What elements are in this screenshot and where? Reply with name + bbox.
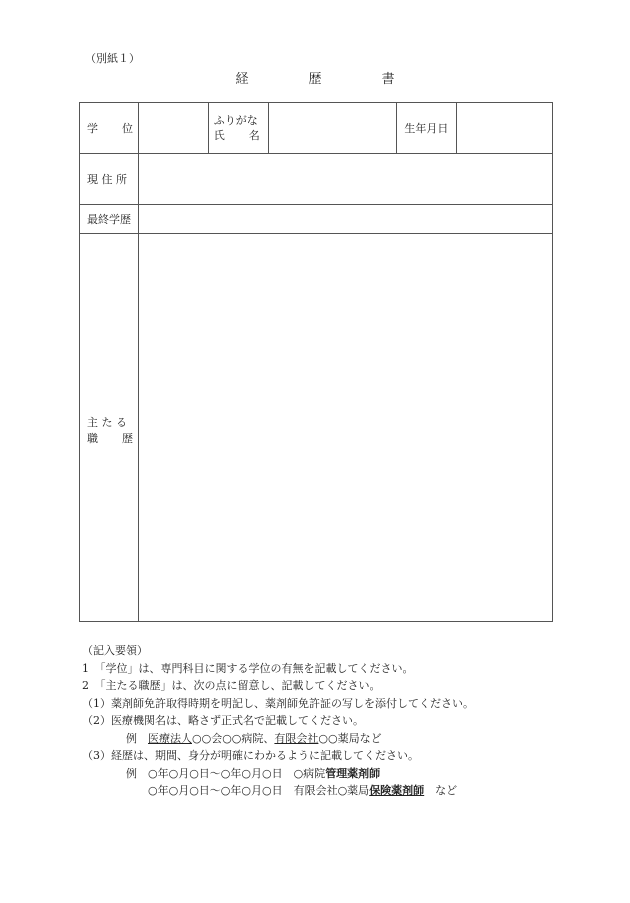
example-3: ○年○月○日～○年○月○日 有限会社○薬局保険薬剤師 など (148, 784, 458, 797)
birthdate-label: 生年月日 (397, 103, 457, 154)
career-field[interactable] (138, 234, 552, 622)
career-label-b: 歴 (122, 432, 133, 445)
note-1: 1 「学位」は、専門科目に関する学位の有無を記載してください。 (82, 661, 414, 675)
furigana-label: ふりがな (213, 114, 258, 127)
address-field[interactable] (138, 154, 552, 205)
note-2-1: （1）薬剤師免許取得時期を明記し、薬剤師免許証の写しを添付してください。 (82, 696, 474, 710)
birthdate-field[interactable] (457, 103, 553, 154)
career-label (80, 234, 139, 622)
attachment-label: （別紙１） (85, 52, 140, 65)
name-field[interactable] (268, 103, 397, 154)
note-2: 2 「主たる職歴」は、次の点に留意し、記載してください。 (82, 679, 381, 692)
document-title (0, 68, 630, 87)
name-label-b: 名 (248, 129, 260, 142)
title-char-1: 経 (235, 72, 249, 87)
example-2: 例 ○年○月○日～○年○月○日 ○病院管理薬剤師 (126, 766, 381, 780)
name-label-cell (208, 103, 268, 154)
degree-field[interactable] (138, 103, 208, 154)
instructions (82, 642, 474, 800)
example-1: 例 医療法人○○会○○病院、有限会社○○薬局など (126, 731, 382, 745)
note-2-2: （2）医療機関名は、略さず正式名で記載してください。 (82, 714, 364, 727)
title-char-3: 書 (381, 72, 395, 87)
notes-heading: （記入要領） (82, 644, 148, 657)
resume-form-table (79, 102, 553, 622)
note-2-3: （3）経歴は、期間、身分が明確にわかるように記載してください。 (82, 749, 419, 762)
education-field[interactable] (138, 205, 552, 234)
address-label: 現 住 所 (80, 154, 139, 205)
degree-label: 学 位 (80, 103, 139, 154)
name-label-a: 氏 (213, 129, 225, 142)
career-label-line1: 主 た る (87, 416, 127, 429)
career-label-a: 職 (87, 432, 98, 445)
title-char-2: 歴 (308, 72, 322, 87)
education-label: 最終学歴 (80, 205, 139, 234)
